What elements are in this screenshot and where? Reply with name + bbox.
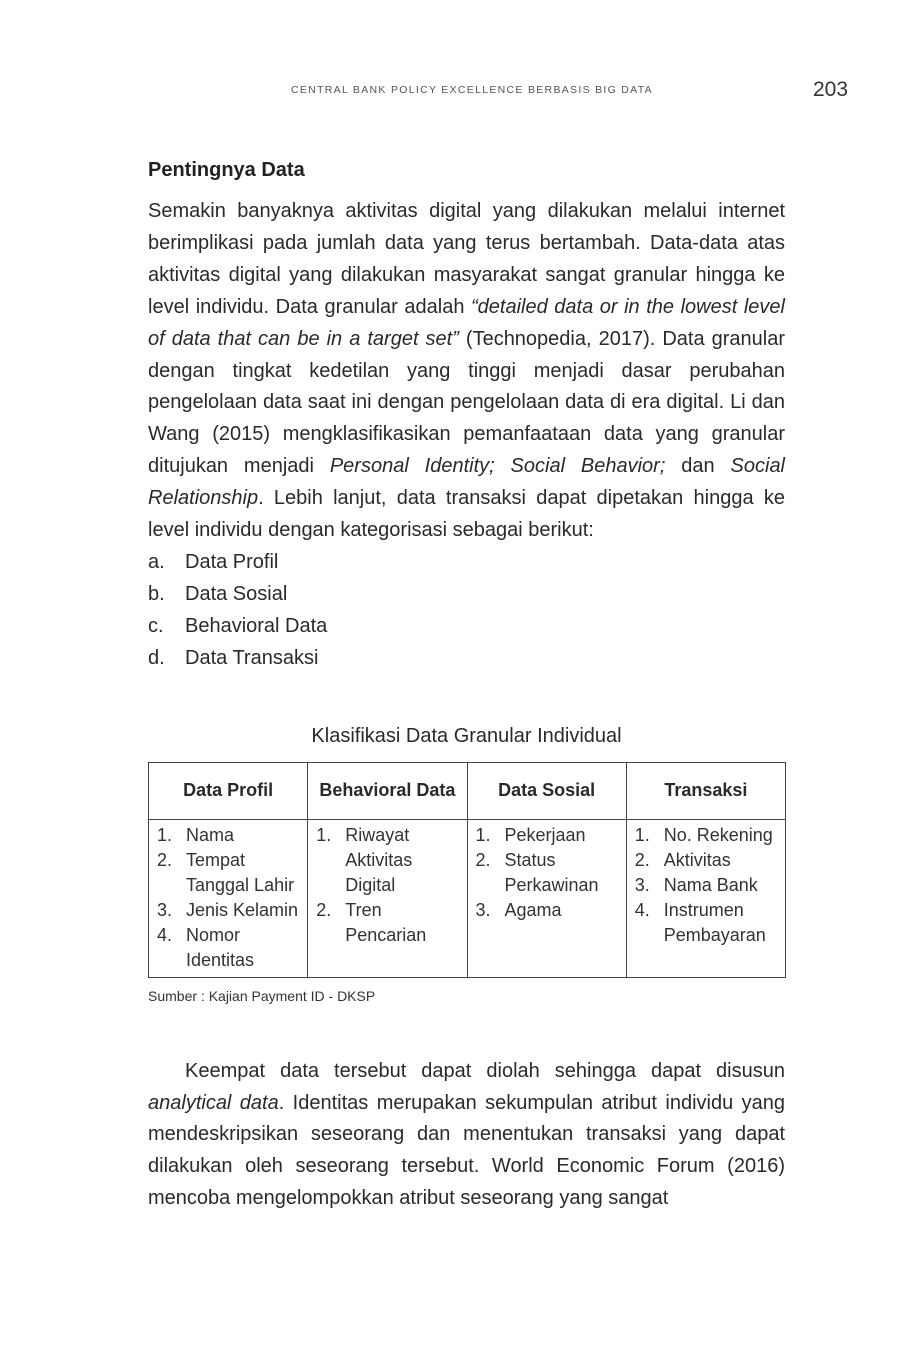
text-run: . Identitas merupakan sekumpulan atribut individu yang mendeskripsikan seseorang dan menentukan transaksi yang dapat dilakukan oleh seseorang tersebut. World Economic Forum (2016) mencoba mengelompokkan atribut seseorang yang sangat <box>148 1091 785 1210</box>
table-caption: Klasifikasi Data Granular Individual <box>311 724 622 747</box>
text-run-italic: analytical data <box>148 1091 279 1114</box>
cell-list-item: 4. Nomor Identitas <box>157 923 307 973</box>
table-header-row <box>149 762 786 819</box>
category-list <box>148 547 785 675</box>
cell-list-item: 1. Riwayat Aktivitas Digital <box>316 823 466 898</box>
cell-item-text: Status Perkawinan <box>504 849 599 895</box>
list-item <box>148 579 785 611</box>
cell-item-text: Aktivitas <box>663 849 731 870</box>
list-item <box>148 611 785 643</box>
cell-list-item: 2. Tren Pencarian <box>316 898 466 948</box>
list-item-label: Data Profil <box>185 550 279 573</box>
table-source: Sumber : Kajian Payment ID - DKSP <box>148 987 376 1004</box>
cell-list <box>157 823 307 973</box>
cell-item-text: No. Rekening <box>663 824 773 845</box>
list-item-label: Behavioral Data <box>185 614 328 637</box>
cell-list-item: 3. Nama Bank <box>635 873 785 898</box>
list-marker: d. <box>148 646 165 669</box>
cell-list-item: 1. Nama <box>157 823 307 848</box>
cell-list <box>316 823 466 948</box>
cell-list-item: 2. Status Perkawinan <box>476 848 626 898</box>
paragraph-2 <box>148 1056 785 1216</box>
list-item-label: Data Transaksi <box>185 646 319 669</box>
table-row <box>149 819 786 977</box>
text-run: Semakin banyaknya aktivitas digital yang dilakukan melalui internet berimplikasi pada jumlah data yang terus bertambah. Data-data atas aktivitas digital yang dilakukan masyarakat sangat granular hingga ke level individu. Data granular adalah <box>148 200 785 318</box>
list-item <box>148 547 785 579</box>
text-run: Keempat data tersebut dapat diolah sehingga dapat disusun <box>185 1059 785 1082</box>
column-header: Data Profil <box>149 762 308 819</box>
cell-list-item: 1. No. Rekening <box>635 823 785 848</box>
cell-item-text: Instrumen Pembayaran <box>663 899 766 945</box>
cell-list-item: 3. Agama <box>476 898 626 923</box>
text-run: dan <box>665 455 731 478</box>
classification-table <box>148 762 786 978</box>
list-marker: b. <box>148 582 165 605</box>
table-cell <box>308 819 467 977</box>
page-number: 203 <box>813 78 849 101</box>
page-content <box>148 159 785 1215</box>
cell-list-item: 2. Tempat Tanggal Lahir <box>157 848 307 898</box>
text-run-italic: Personal Identity; Social Behavior; <box>329 455 666 478</box>
cell-list-item: 2. Aktivitas <box>635 848 785 873</box>
cell-item-text: Riwayat Aktivitas Digital <box>345 824 413 895</box>
column-header: Transaksi <box>626 762 785 819</box>
table-cell <box>626 819 785 977</box>
table-cell <box>149 819 308 977</box>
table-cell <box>467 819 626 977</box>
cell-item-text: Agama <box>504 899 562 920</box>
text-run-italic: “detailed data or in the lowest level of data that can be in a target set” <box>148 295 785 350</box>
list-item-label: Data Sosial <box>185 582 288 605</box>
text-run: (Technopedia, 2017). Data granular dengan tingkat kedetilan yang tinggi menjadi dasar perubahan pengelolaan data saat ini dengan pengelolaan data di era digital. Li dan Wang (2015) mengklasifikasikan pemanfaataan data yang granular ditujukan menjadi <box>148 327 785 478</box>
cell-item-text: Jenis Kelamin <box>186 899 299 920</box>
text-run: . Lebih lanjut, data transaksi dapat dipetakan hingga ke level individu dengan kategorisasi sebagai berikut: <box>148 487 785 542</box>
list-marker: c. <box>148 614 164 637</box>
section-heading: Pentingnya Data <box>148 159 305 181</box>
cell-item-text: Pekerjaan <box>504 824 586 845</box>
cell-item-text: Nomor Identitas <box>186 924 255 970</box>
column-header: Data Sosial <box>467 762 626 819</box>
cell-list <box>635 823 785 948</box>
cell-item-text: Nama <box>186 824 235 845</box>
running-head: CENTRAL BANK POLICY EXCELLENCE BERBASIS BIG DATA <box>291 84 653 96</box>
cell-list <box>476 823 626 923</box>
cell-list-item: 3. Jenis Kelamin <box>157 898 307 923</box>
cell-item-text: Tempat Tanggal Lahir <box>186 849 295 895</box>
text-run-italic: Social Relationship <box>148 455 786 510</box>
paragraph-1 <box>148 196 785 547</box>
cell-item-text: Tren Pencarian <box>345 899 427 945</box>
cell-item-text: Nama Bank <box>663 874 758 895</box>
column-header: Behavioral Data <box>308 762 467 819</box>
cell-list-item: 1. Pekerjaan <box>476 823 626 848</box>
list-marker: a. <box>148 550 165 573</box>
list-item <box>148 643 785 675</box>
cell-list-item: 4. Instrumen Pembayaran <box>635 898 785 948</box>
